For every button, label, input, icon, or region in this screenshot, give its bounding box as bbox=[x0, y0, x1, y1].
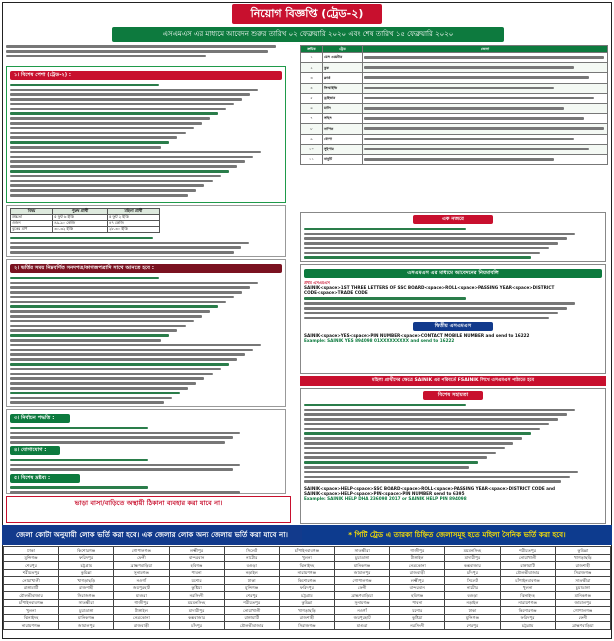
section-trade-2 bbox=[6, 66, 286, 203]
trade-districts bbox=[363, 154, 608, 164]
trade-name: ক্লার্ক bbox=[323, 73, 363, 83]
trade-row bbox=[301, 134, 608, 144]
district-cell: মাগুরা bbox=[335, 622, 390, 630]
district-cell: শরীয়তপুর bbox=[4, 569, 59, 577]
district-cell: কিশোরগঞ্জ bbox=[59, 547, 114, 555]
district-cell: রাজবাড়ী bbox=[114, 622, 169, 630]
district-cell: মাদারীপুর bbox=[445, 554, 500, 562]
section-2-title: ২। ভর্তির সময় নিম্নবর্ণিত সনদপত্র/কাগজপত্রাদি সাথে আনতে হবে : bbox=[10, 264, 282, 273]
district-cell: মুন্সিগঞ্জ bbox=[224, 584, 279, 592]
trade-districts bbox=[363, 73, 608, 83]
trade-name: ড্রাইভার bbox=[323, 93, 363, 103]
district-cell: গাজীপুর bbox=[114, 599, 169, 607]
district-cell: কক্সবাজার bbox=[169, 614, 224, 622]
district-cell: মানিকগঞ্জ bbox=[335, 562, 390, 570]
district-cell: সিলেট bbox=[224, 547, 279, 555]
district-row bbox=[4, 554, 611, 562]
district-cell: চুয়াডাঙ্গা bbox=[59, 607, 114, 615]
trade-serial: ১ bbox=[301, 53, 323, 63]
district-cell: ব্রাহ্মণবাড়িয়া bbox=[555, 622, 610, 630]
district-cell: ময়মনসিংহ bbox=[169, 599, 224, 607]
text-line bbox=[304, 255, 602, 260]
qual-cell: বুকের মাপ bbox=[11, 227, 53, 233]
text-line bbox=[10, 240, 282, 245]
district-row bbox=[4, 569, 611, 577]
district-cell: চুয়াডাঙ্গা bbox=[335, 554, 390, 562]
trade-name: কুক bbox=[323, 63, 363, 73]
district-row bbox=[4, 562, 611, 570]
intro-paragraph bbox=[6, 45, 288, 59]
district-cell: কিশোরগঞ্জ bbox=[500, 607, 555, 615]
sms-rules-title: এসএমএস এর মাধ্যমে আবেদনের নিয়মাবলি bbox=[304, 269, 602, 278]
second-sms-format: SAINIK<space>YES<space>PIN NUMBER<space>CONTACT MOBILE NUMBER and send to 16222 bbox=[304, 332, 530, 338]
trade-districts bbox=[363, 63, 608, 73]
district-cell: নেত্রকোনা bbox=[114, 614, 169, 622]
district-cell: মৌলভীবাজার bbox=[4, 592, 59, 600]
district-cell: গাজীপুর bbox=[390, 547, 445, 555]
district-row bbox=[4, 622, 611, 630]
trade-districts bbox=[363, 53, 608, 63]
district-row bbox=[4, 607, 611, 615]
trade-row bbox=[301, 124, 608, 134]
trade-row bbox=[301, 93, 608, 103]
qual-head-2: মহিলা প্রার্থী bbox=[107, 209, 159, 215]
district-cell: যশোর bbox=[390, 607, 445, 615]
district-cell: সিলেট bbox=[445, 577, 500, 585]
glance-title: এক নজরে bbox=[413, 215, 493, 224]
trade-row bbox=[301, 53, 608, 63]
section-3-title: ৩। নির্বাচন পদ্ধতি : bbox=[10, 414, 70, 423]
trade-serial: ৫ bbox=[301, 93, 323, 103]
district-cell: চাঁদপুর bbox=[445, 569, 500, 577]
district-cell: কুষ্টিয়া bbox=[169, 584, 224, 592]
district-cell: চাঁপাইনবাবগঞ্জ bbox=[500, 577, 555, 585]
district-cell: রাজবাড়ী bbox=[390, 569, 445, 577]
district-cell: রাঙ্গামাটি bbox=[4, 584, 59, 592]
district-cell: খাগড়াছড়ি bbox=[59, 577, 114, 585]
text-line bbox=[10, 439, 282, 444]
section-selection bbox=[6, 409, 286, 494]
district-cell: ফেনী bbox=[335, 584, 390, 592]
trade-name: নাপিত bbox=[323, 124, 363, 134]
trade-districts bbox=[363, 124, 608, 134]
district-cell: রাঙ্গামাটি bbox=[224, 614, 279, 622]
trade-serial: ১১ bbox=[301, 154, 323, 164]
district-cell: শেরপুর bbox=[445, 622, 500, 630]
district-cell: ঝিনাইদহ bbox=[279, 562, 334, 570]
district-cell: ফরিদপুর bbox=[59, 554, 114, 562]
text-line bbox=[10, 159, 282, 164]
district-cell: রাজশাহী bbox=[59, 584, 114, 592]
district-cell: নোয়াখালী bbox=[500, 554, 555, 562]
trade-name: মেস ওয়েটার bbox=[323, 53, 363, 63]
table-head-serial: ক্রমিক bbox=[301, 46, 323, 53]
trade-serial: ৩ bbox=[301, 73, 323, 83]
district-cell: ময়মনসিংহ bbox=[445, 547, 500, 555]
trade-row bbox=[301, 83, 608, 93]
district-cell: রাঙ্গামাটি bbox=[500, 562, 555, 570]
section-5-title: ৫। বিশেষ দ্রষ্টব্য : bbox=[10, 474, 80, 483]
district-cell: বান্দরবান bbox=[390, 584, 445, 592]
qual-head-0: বিষয় bbox=[11, 209, 53, 215]
table-head-trade: ট্রেড bbox=[323, 46, 363, 53]
district-cell: মাদারীপুর bbox=[169, 607, 224, 615]
trade-name: সুইপার bbox=[323, 144, 363, 154]
sms-rules-box bbox=[300, 264, 606, 374]
qualification-block bbox=[6, 205, 286, 257]
district-cell: কক্সবাজার bbox=[445, 562, 500, 570]
district-cell: মুন্সিগঞ্জ bbox=[445, 614, 500, 622]
qual-cell: ৫ ফুট ৬ ইঞ্চি bbox=[53, 215, 108, 221]
trade-row bbox=[301, 114, 608, 124]
district-cell: ব্রাহ্মণবাড়িয়া bbox=[114, 562, 169, 570]
district-cell: চট্টগ্রাম bbox=[500, 622, 555, 630]
text-line bbox=[304, 231, 602, 236]
district-cell: সুনামগঞ্জ bbox=[114, 569, 169, 577]
district-cell: নরসিংদী bbox=[390, 622, 445, 630]
district-cell: সাতক্ষীরা bbox=[335, 547, 390, 555]
district-cell: বগুড়া bbox=[224, 562, 279, 570]
section-4-title: ৪। যোগাযোগ : bbox=[10, 446, 60, 455]
district-cell: ফেনী bbox=[114, 554, 169, 562]
footer-banner bbox=[2, 525, 612, 545]
at-a-glance-box bbox=[300, 212, 606, 262]
trade-districts bbox=[363, 83, 608, 93]
district-cell: সাতক্ষীরা bbox=[555, 577, 610, 585]
district-cell: হবিগঞ্জ bbox=[390, 592, 445, 600]
district-cell: ঢাকা bbox=[445, 607, 500, 615]
date-banner: এসএমএস এর মাধ্যমে আবেদন শুরুর তারিখ ০২ ফেব্রুয়ারি ২০২০ এবং শেষ তারিখ ১৫ ফেব্রুয়ারি ২০২০ bbox=[112, 27, 504, 42]
district-cell: নড়াইল bbox=[445, 599, 500, 607]
district-cell: নারায়ণগঞ্জ bbox=[279, 569, 334, 577]
female-sainik-banner: মহিলা প্রার্থীদের ক্ষেত্রে SAINIK এর পরিবর্তে FSAINIK লিখে এসএমএস পাঠাতে হবে bbox=[300, 376, 606, 386]
district-cell: ফরিদপুর bbox=[500, 614, 555, 622]
trade-districts bbox=[363, 103, 608, 113]
help-box bbox=[300, 388, 606, 524]
district-cell: নড়াইল bbox=[224, 569, 279, 577]
district-cell: রাজশাহী bbox=[555, 562, 610, 570]
trade-serial: ৯ bbox=[301, 134, 323, 144]
district-cell: নোয়াখালী bbox=[4, 577, 59, 585]
trade-row bbox=[301, 63, 608, 73]
district-cell: লক্ষ্মীপুর bbox=[169, 547, 224, 555]
qual-head-1: পুরুষ প্রার্থী bbox=[53, 209, 108, 215]
district-cell: খুলনা bbox=[279, 554, 334, 562]
trade-name: সিআইভি bbox=[323, 83, 363, 93]
trade-name: ধোপা bbox=[323, 134, 363, 144]
district-cell: কুষ্টিয়া bbox=[390, 614, 445, 622]
district-cell: মৌলভীবাজার bbox=[224, 622, 279, 630]
trade-serial: ৭ bbox=[301, 114, 323, 124]
text-line bbox=[304, 407, 602, 412]
district-cell: খুলনা bbox=[4, 607, 59, 615]
qual-cell: ৪৭ কেজি bbox=[107, 221, 159, 227]
district-cell: নাটোর bbox=[224, 554, 279, 562]
district-cell: কুমিল্লা bbox=[59, 569, 114, 577]
district-cell: মাগুরা bbox=[114, 592, 169, 600]
second-sms-label: দ্বিতীয় এসএমএস bbox=[413, 322, 493, 331]
trade-row bbox=[301, 73, 608, 83]
text-line bbox=[10, 467, 282, 472]
district-cell: টাঙ্গাইল bbox=[114, 607, 169, 615]
district-row bbox=[4, 584, 611, 592]
qualification-table bbox=[10, 208, 160, 233]
district-cell: পাবনা bbox=[169, 569, 224, 577]
district-cell: মানিকগঞ্জ bbox=[555, 592, 610, 600]
rental-address-notice: ভাড়া বাসা/বাড়িতে অস্থায়ী ঠিকানা ব্যবহার করা যাবে না। bbox=[6, 496, 291, 523]
district-cell: জামালপুর bbox=[335, 569, 390, 577]
text-line bbox=[304, 479, 602, 484]
district-cell: কিশোরগঞ্জ bbox=[279, 577, 334, 585]
trade-name: মালি bbox=[323, 103, 363, 113]
district-cell: ব্রাহ্মণবাড়িয়া bbox=[335, 592, 390, 600]
trade-district-table-block bbox=[300, 45, 608, 165]
district-cell: সাতক্ষীরা bbox=[59, 599, 114, 607]
district-cell: খাগড়াছড়ি bbox=[279, 607, 334, 615]
text-line bbox=[10, 280, 282, 285]
help-title: বিশেষ সহায়তা bbox=[423, 391, 483, 400]
district-cell: নোয়াখালী bbox=[224, 607, 279, 615]
district-cell: জামালপুর bbox=[59, 622, 114, 630]
district-row bbox=[4, 547, 611, 555]
district-row bbox=[4, 599, 611, 607]
second-sms-example: Example: SAINIK YES 894098 01XXXXXXXXX and send to 16222 bbox=[304, 338, 455, 344]
district-cell: চাঁপাইনবাবগঞ্জ bbox=[279, 547, 334, 555]
district-cell: সিরাজগঞ্জ bbox=[279, 622, 334, 630]
district-cell: গোপালগঞ্জ bbox=[555, 607, 610, 615]
district-cell: ফরিদপুর bbox=[279, 584, 334, 592]
district-cell: জয়পুরহাট bbox=[114, 584, 169, 592]
trade-serial: ২ bbox=[301, 63, 323, 73]
first-sms-label: প্রথম এসএমএস bbox=[304, 280, 330, 285]
district-row bbox=[4, 592, 611, 600]
section-documents bbox=[6, 259, 286, 407]
district-cell: গোপালগঞ্জ bbox=[335, 577, 390, 585]
first-sms-format: SAINIK<space>1ST THREE LETTERS OF SSC BOARD<space>ROLL<space>PASSING YEAR<space>DISTRICT CODE<space>TRADE CODE bbox=[304, 284, 555, 296]
district-cell: বগুড়া bbox=[445, 592, 500, 600]
district-cell: চাঁদপুর bbox=[169, 622, 224, 630]
female-trade-banner: * পিটি ট্রেড এ তারকা চিহ্নিত জেলাসমূহ হতে মহিলা সৈনিক ভর্তি করা হবে। bbox=[302, 525, 612, 545]
trade-serial: ৮ bbox=[301, 124, 323, 134]
text-line bbox=[10, 352, 282, 357]
district-cell: জামালপুর bbox=[555, 599, 610, 607]
trade-districts bbox=[363, 93, 608, 103]
district-cell: শেরপুর bbox=[4, 562, 59, 570]
district-row bbox=[4, 614, 611, 622]
district-cell: ফেনী bbox=[555, 614, 610, 622]
trade-serial: ৪ bbox=[301, 83, 323, 93]
trade-row bbox=[301, 103, 608, 113]
district-cell: কুমিল্লা bbox=[555, 547, 610, 555]
district-cell: নওগাঁ bbox=[114, 577, 169, 585]
district-cell: হবিগঞ্জ bbox=[169, 562, 224, 570]
table-head-district: জেলা bbox=[363, 46, 608, 53]
district-cell: মৌলভীবাজার bbox=[500, 569, 555, 577]
district-cell: খাগড়াছড়ি bbox=[555, 554, 610, 562]
district-cell: চাঁপাইনবাবগঞ্জ bbox=[4, 599, 59, 607]
district-cell: ঝিনাইদহ bbox=[4, 614, 59, 622]
district-cell: নওগাঁ bbox=[335, 607, 390, 615]
district-row bbox=[4, 577, 611, 585]
district-cell: নারায়ণগঞ্জ bbox=[500, 599, 555, 607]
district-cell: গোপালগঞ্জ bbox=[114, 547, 169, 555]
district-cell: চট্টগ্রাম bbox=[59, 562, 114, 570]
trade-district-table bbox=[300, 45, 608, 165]
district-cell: নারায়ণগঞ্জ bbox=[4, 622, 59, 630]
district-cell: ঝিনাইদহ bbox=[500, 592, 555, 600]
district-cell: নাটোর bbox=[445, 584, 500, 592]
text-line bbox=[304, 315, 602, 320]
text-line bbox=[10, 400, 282, 405]
district-cell: মানিকগঞ্জ bbox=[59, 614, 114, 622]
trade-districts bbox=[363, 134, 608, 144]
district-cell: লক্ষ্মীপুর bbox=[390, 577, 445, 585]
trade-row bbox=[301, 144, 608, 154]
trade-serial: ৬ bbox=[301, 103, 323, 113]
district-cell: খুলনা bbox=[500, 584, 555, 592]
trade-districts bbox=[363, 144, 608, 154]
district-cell: নরসিংদী bbox=[169, 592, 224, 600]
district-cell: পাবনা bbox=[390, 599, 445, 607]
district-cell: সিরাজগঞ্জ bbox=[555, 569, 610, 577]
district-quota-banner: জেলা কোটা অনুযায়ী লোক ভর্তি করা হবে। এক জেলার লোক অন্য জেলায় ভর্তি করা যাবে না। bbox=[2, 525, 302, 545]
qual-cell: ওজন bbox=[11, 221, 53, 227]
text-line bbox=[10, 87, 282, 92]
district-cell: সুনামগঞ্জ bbox=[335, 599, 390, 607]
section-1-title: ১। বিশেষ পেশা (ট্রেড-২) : bbox=[10, 71, 282, 80]
district-cell: সিরাজগঞ্জ bbox=[59, 592, 114, 600]
help-sms-example: Example: SAINIK HELP DHA 236098 2017 or SAINIK HELP PIN 894098 bbox=[304, 496, 467, 502]
qual-cell: ৩০-৩২ ইঞ্চি bbox=[53, 227, 108, 233]
district-cell: রাজশাহী bbox=[279, 614, 334, 622]
district-cell: শরীয়তপুর bbox=[224, 599, 279, 607]
district-cell: মুন্সিগঞ্জ bbox=[4, 554, 59, 562]
trade-name: সহিস bbox=[323, 114, 363, 124]
qual-cell: ২৮-৩০ ইঞ্চি bbox=[107, 227, 159, 233]
district-cell: শেরপুর bbox=[224, 592, 279, 600]
text-line bbox=[10, 249, 282, 254]
district-cell: শরীয়তপুর bbox=[500, 547, 555, 555]
district-cell: বান্দরবান bbox=[169, 554, 224, 562]
text-line bbox=[10, 192, 282, 197]
district-cell: নেত্রকোনা bbox=[390, 562, 445, 570]
help-sms-format: SAINIK<space>HELP<space>SSC BOARD<space>ROLL<space>PASSING YEAR<space>DISTRICT CODE and SAINIK<space>HELP<space>PIN<space>PIN NUMBER send to 6395 bbox=[304, 485, 555, 496]
district-cell: টাঙ্গাইল bbox=[390, 554, 445, 562]
trade-serial: ১০ bbox=[301, 144, 323, 154]
district-cell: কুমিল্লা bbox=[279, 599, 334, 607]
district-cell: চুয়াডাঙ্গা bbox=[555, 584, 610, 592]
district-cell: ঢাকা bbox=[4, 547, 59, 555]
district-cell: ঢাকা bbox=[224, 577, 279, 585]
district-cell: জয়পুরহাট bbox=[335, 614, 390, 622]
trade-row bbox=[301, 154, 608, 164]
page-title: নিয়োগ বিজ্ঞপ্তি (ট্রেড-২) bbox=[232, 4, 382, 24]
qual-cell: উচ্চতা bbox=[11, 215, 53, 221]
trade-districts bbox=[363, 114, 608, 124]
district-table bbox=[3, 546, 611, 630]
trade-name: বাবুর্চি bbox=[323, 154, 363, 164]
qual-cell: ৫ ফুট ২ ইঞ্চি bbox=[107, 215, 159, 221]
district-cell: চট্টগ্রাম bbox=[279, 592, 334, 600]
qual-cell: ৪৯.৯০ কেজি bbox=[53, 221, 108, 227]
district-cell: যশোর bbox=[169, 577, 224, 585]
